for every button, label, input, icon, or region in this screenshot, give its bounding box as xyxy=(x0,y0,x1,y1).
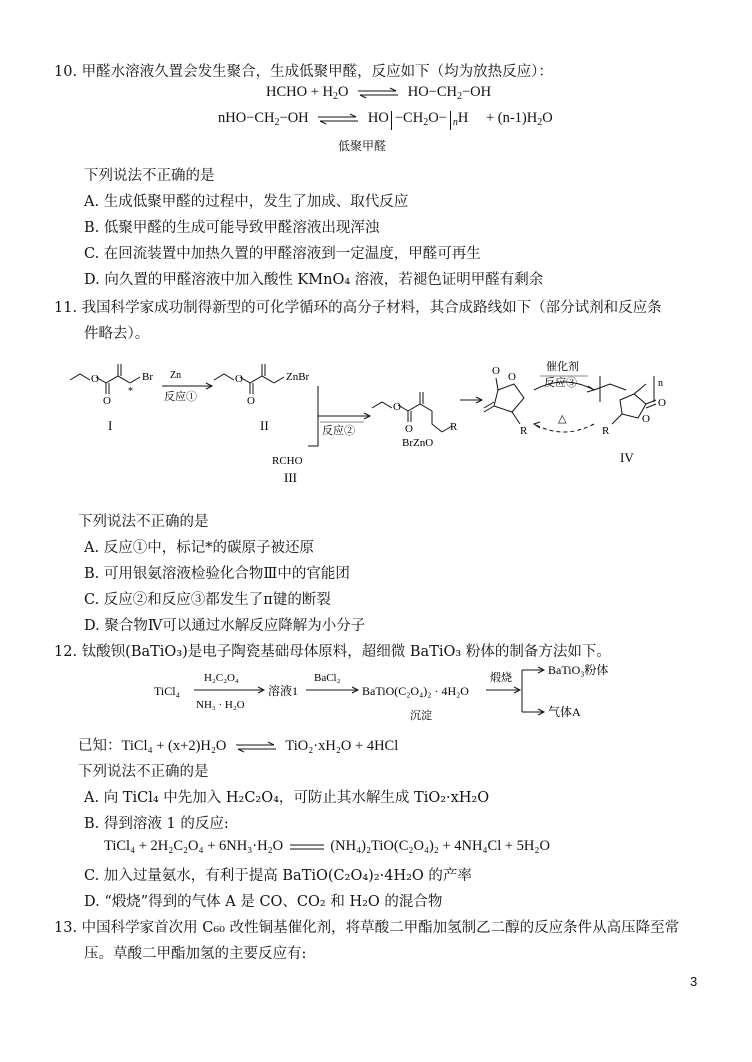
q10-equation-2 xyxy=(218,110,553,130)
q12-prompt: 下列说法不正确的是 xyxy=(78,764,209,780)
q10-option-d[interactable]: D. 向久置的甲醛溶液中加入酸性 KMnO₄ 溶液，若褪色证明甲醛有剩余 xyxy=(84,272,544,288)
q11-option-d[interactable]: D. 聚合物Ⅳ可以通过水解反应降解为小分子 xyxy=(84,618,366,634)
intermediate-brzno: BrZnO xyxy=(402,437,434,449)
polymer-o: O xyxy=(658,397,666,409)
eq2-h: H xyxy=(457,110,469,126)
q11-prompt: 下列说法不正确的是 xyxy=(78,514,209,530)
q11-stem-line2: 件略去）。 xyxy=(84,326,150,342)
q11-option-c[interactable]: C. 反应②和反应③都发生了π键的断裂 xyxy=(84,592,331,608)
q10-equation-1 xyxy=(266,84,491,102)
heat-symbol: △ xyxy=(558,413,567,425)
compound-i-label: I xyxy=(108,418,113,433)
step2-label: 反应② xyxy=(322,425,355,437)
compound-ii-o: O xyxy=(235,373,243,385)
flow-bacl2: BaCl₂ xyxy=(314,672,341,684)
step3-label: 反应③ xyxy=(544,377,577,389)
q12-option-a[interactable]: A. 向 TiCl₄ 中先加入 H₂C₂O₄，可防止其水解生成 TiO₂·xH₂O xyxy=(84,790,490,806)
compound-i-o: O xyxy=(91,373,99,385)
compound-iii-rcho: RCHO xyxy=(272,455,303,467)
depolymerize-arrow-icon xyxy=(534,424,594,432)
intermediate-o2: O xyxy=(405,423,413,435)
polymer-iv-label: IV xyxy=(620,450,634,465)
flow-calcine: 煅烧 xyxy=(490,672,512,684)
eq1-right: HO−CH xyxy=(407,84,457,100)
eq1-left: HCHO + H xyxy=(266,84,333,100)
flow-gas: 气体A xyxy=(548,705,581,719)
lactone-o2: O xyxy=(492,365,500,377)
intermediate-o: O xyxy=(393,401,401,413)
flow-product: BaTiO₃粉体 xyxy=(548,664,609,677)
q11-stem-line1: 11. 我国科学家成功制得新型的可化学循环的高分子材料，其合成路线如下（部分试剂和反应条 xyxy=(54,300,662,316)
eq2-tail-2: O xyxy=(542,110,553,126)
eq2-left-2: −OH xyxy=(279,110,309,126)
q12-option-d[interactable]: D. “煅烧”得到的气体 A 是 CO、CO₂ 和 H₂O 的混合物 xyxy=(84,894,443,910)
eq2-ho: HO xyxy=(367,110,389,126)
known-right: TiO₂·xH₂O + 4HCl xyxy=(285,738,399,754)
q12-option-b-equation xyxy=(104,838,550,855)
q12-option-c[interactable]: C. 加入过量氨水，有利于提高 BaTiO(C₂O₄)₂·4H₂O 的产率 xyxy=(84,868,472,884)
compound-ii-label: II xyxy=(260,418,269,433)
q11-synthesis-scheme xyxy=(64,350,684,500)
step1-zn: Zn xyxy=(170,370,182,381)
eq2-left: nHO−CH xyxy=(218,110,275,126)
eq2-tail: + (n-1)H xyxy=(485,110,538,126)
eq2-unit-sub: 2 xyxy=(423,117,429,128)
compound-ii-znbr: ZnBr xyxy=(286,371,310,383)
eq2-unit: CH xyxy=(403,110,424,126)
q10-option-b[interactable]: B. 低聚甲醛的生成可能导致甲醛溶液出现浑浊 xyxy=(84,220,380,236)
page-number: 3 xyxy=(690,974,698,989)
compound-ii-o2: O xyxy=(247,395,255,407)
equals-sign-icon xyxy=(289,842,325,852)
q12-known xyxy=(78,734,398,755)
eq2-n: n xyxy=(452,117,458,128)
flow-ticl4: TiCl₄ xyxy=(154,684,180,698)
compound-i-o2: O xyxy=(103,395,111,407)
eq2-tail-sub: 2 xyxy=(537,117,543,128)
known-left: TiCl₄ + (x+2)H₂O xyxy=(121,738,227,754)
compound-i-br: Br xyxy=(142,371,153,383)
eq1-left-sub: 2 xyxy=(333,91,338,102)
q11-option-a[interactable]: A. 反应①中，标记*的碳原子被还原 xyxy=(84,540,314,556)
q12-flow-diagram xyxy=(150,664,670,724)
flow-reagent-bottom: NH₃ · H₂O xyxy=(196,699,245,711)
lactone-structure xyxy=(484,378,524,424)
polymer-o2: O xyxy=(642,413,650,425)
q10-option-c[interactable]: C. 在回流装置中加热久置的甲醛溶液到一定温度，甲醛可再生 xyxy=(84,246,481,262)
q13-stem-line1: 13. 中国科学家首次用 C₆₀ 改性铜基催化剂，将草酸二甲酯加氢制乙二醇的反应条件从高压降至常 xyxy=(54,920,680,936)
q10-option-a[interactable]: A. 生成低聚甲醛的过程中，发生了加成、取代反应 xyxy=(84,194,409,210)
option-b-left: TiCl₄ + 2H₂C₂O₄ + 6NH₃·H₂O xyxy=(104,838,284,854)
q12-stem: 12. 钛酸钡(BaTiO₃)是电子陶瓷基础母体原料，超细微 BaTiO₃ 粉体的制备方法如下。 xyxy=(54,644,611,660)
flow-precip: BaTiO(C₂O₄)₂ · 4H₂O xyxy=(362,684,469,698)
equilibrium-arrow-icon xyxy=(356,87,400,99)
q10-stem: 10. 甲醛水溶液久置会发生聚合，生成低聚甲醛，反应如下（均为放热反应）： xyxy=(54,64,553,80)
intermediate-r: R xyxy=(450,421,458,433)
polymer-r: R xyxy=(602,425,610,437)
flow-sol1: 溶液1 xyxy=(268,684,299,698)
step1-label: 反应① xyxy=(164,391,197,403)
step3-catalyst: 催化剂 xyxy=(546,361,579,373)
q11-option-b[interactable]: B. 可用银氨溶液检验化合物Ⅲ中的官能团 xyxy=(84,566,350,582)
lactone-o: O xyxy=(508,371,516,383)
polymer-n: n xyxy=(658,378,663,389)
equilibrium-arrow-icon xyxy=(234,741,278,753)
eq1-left-2: O xyxy=(338,84,349,100)
eq2-left-sub: 2 xyxy=(274,117,280,128)
eq1-right-sub: 2 xyxy=(457,91,462,102)
flow-reagent-top: H₂C₂O₄ xyxy=(204,672,239,684)
repeat-unit-bracket: $-CH_2O-$ xyxy=(391,111,451,130)
option-b-right: (NH₄)₂TiO(C₂O₄)₂ + 4NH₄Cl + 5H₂O xyxy=(330,838,550,854)
q10-prompt: 下列说法不正确的是 xyxy=(84,168,215,184)
q10-caption: 低聚甲醛 xyxy=(338,139,387,153)
compound-i-star: * xyxy=(128,386,133,397)
lactone-r: R xyxy=(520,425,528,437)
known-label: 已知： xyxy=(78,738,122,754)
eq1-right-2: −OH xyxy=(462,84,492,100)
compound-ii-structure xyxy=(214,364,284,394)
flow-precip-note: 沉淀 xyxy=(410,710,432,722)
equilibrium-arrow-icon xyxy=(316,113,360,125)
eq2-unit-2: O xyxy=(428,110,439,126)
q12-option-b[interactable]: B. 得到溶液 1 的反应: xyxy=(84,816,229,832)
q13-stem-line2: 压。草酸二甲酯加氢的主要反应有: xyxy=(84,946,307,962)
compound-iii-label: III xyxy=(284,470,297,485)
